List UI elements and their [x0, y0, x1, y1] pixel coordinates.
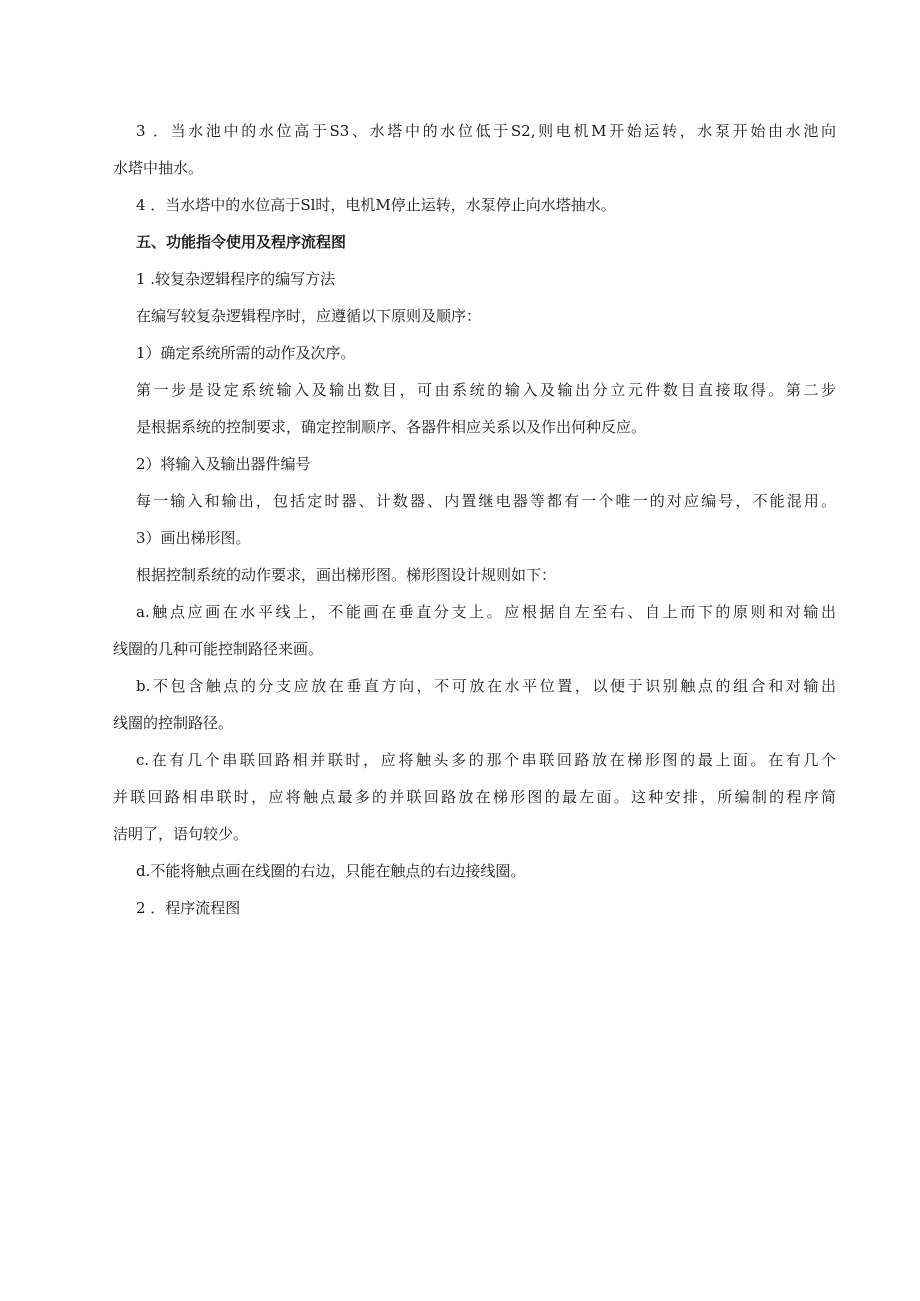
text-line-2: 水塔中抽水。: [113, 159, 204, 177]
text-line-22: 2 ．程序流程图: [136, 899, 241, 917]
text-line-6: 在编写较复杂逻辑程序时，应遵循以下原则及顺序：: [136, 307, 482, 325]
text-line-17: 线圈的控制路径。: [113, 714, 234, 732]
text-line-4: 五、功能指令使用及程序流程图: [136, 233, 347, 251]
text-line-14: a.触点应画在水平线上，不能画在垂直分支上。应根据自左至右、自上而下的原则和对输出: [136, 603, 836, 621]
text-line-8: 第一步是设定系统输入及输出数目，可由系统的输入及输出分立元件数目直接取得。第二步: [136, 381, 836, 399]
text-line-19: 并联回路相串联时，应将触点最多的并联回路放在梯形图的最左面。这种安排，所编制的程序简: [113, 788, 836, 806]
text-line-15: 线圈的几种可能控制路径来画。: [113, 640, 324, 658]
text-line-18: c.在有几个串联回路相并联时，应将触头多的那个串联回路放在梯形图的最上面。在有几个: [136, 751, 836, 769]
text-line-5: 1 .较复杂逻辑程序的编写方法: [136, 270, 336, 288]
text-line-1: 3 ．当水池中的水位高于S3、水塔中的水位低于S2,则电机M开始运转，水泵开始由水池向: [136, 122, 836, 140]
text-line-12: 3）画出梯形图。: [136, 529, 251, 547]
text-line-11: 每一输入和输出，包括定时器、计数器、内置继电器等都有一个唯一的对应编号，不能混用。: [136, 492, 836, 510]
text-line-3: 4 ．当水塔中的水位高于Sl时，电机M停止运转，水泵停止向水塔抽水。: [136, 196, 616, 214]
text-line-7: 1）确定系统所需的动作及次序。: [136, 344, 356, 362]
text-line-9: 是根据系统的控制要求，确定控制顺序、各器件相应关系以及作出何种反应。: [136, 418, 647, 436]
text-line-20: 洁明了，语句较少。: [113, 825, 249, 843]
document-body: [113, 117, 836, 931]
text-line-21: d.不能将触点画在线圈的右边，只能在触点的右边接线圈。: [136, 862, 526, 880]
text-line-16: b.不包含触点的分支应放在垂直方向，不可放在水平位置，以便于识别触点的组合和对输出: [136, 677, 836, 695]
text-line-13: 根据控制系统的动作要求，画出梯形图。梯形图设计规则如下：: [136, 566, 557, 584]
text-line-10: 2）将输入及输出器件编号: [136, 455, 311, 473]
